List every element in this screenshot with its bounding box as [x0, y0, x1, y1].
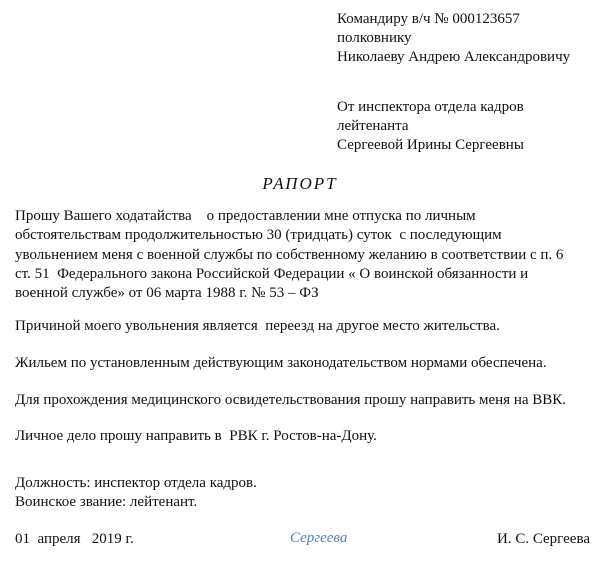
document-date: 01 апреля 2019 г.: [15, 531, 134, 547]
document-title: РАПОРТ: [262, 174, 338, 193]
main-request-line: военной службе» от 06 марта 1988 г. № 53 – ФЗ: [15, 285, 319, 302]
addressee-gap: [337, 67, 570, 98]
medical-paragraph: Для прохождения медицинского освидетельствования прошу направить меня на ВВК.: [15, 392, 567, 408]
main-request-line: обстоятельствам продолжительностью 30 (тридцать) суток с последующим: [15, 227, 502, 244]
position-post: Должность: инспектор отдела кадров.: [15, 475, 257, 491]
main-request-paragraph: [15, 207, 593, 303]
main-request-line: ст. 51 Федерального закона Российской Федерации « О воинской обязанности и: [15, 265, 529, 282]
signatory-name: И. С. Сергеева: [497, 531, 590, 547]
addressee-block: [337, 10, 570, 155]
personal-file-paragraph: Личное дело прошу направить в РВК г. Ростов-на-Дону.: [15, 428, 377, 444]
main-request-line: увольнением меня с военной службы по собственному желанию в соответствии с п. 6: [15, 246, 564, 263]
position-rank: Воинское звание: лейтенант.: [15, 494, 198, 510]
position-block: [15, 474, 257, 512]
sender-rank: лейтенанта: [337, 118, 409, 134]
sender-post: От инспектора отдела кадров: [337, 99, 524, 115]
addressee-name: Николаеву Андрею Александровичу: [337, 49, 571, 65]
housing-paragraph: Жильем по установленным действующим законодательством нормами обеспечена.: [15, 355, 547, 371]
sender-name: Сергеевой Ирины Сергеевны: [337, 137, 524, 153]
reason-paragraph: Причиной моего увольнения является переезд на другое место жительства.: [15, 318, 500, 334]
handwritten-signature: Сергеева: [290, 530, 348, 546]
addressee-rank: полковнику: [337, 30, 412, 46]
main-request-line: Прошу Вашего ходатайства о предоставлении мне отпуска по личным: [15, 208, 476, 224]
addressee-commander: Командиру в/ч № 000123657: [337, 11, 520, 27]
